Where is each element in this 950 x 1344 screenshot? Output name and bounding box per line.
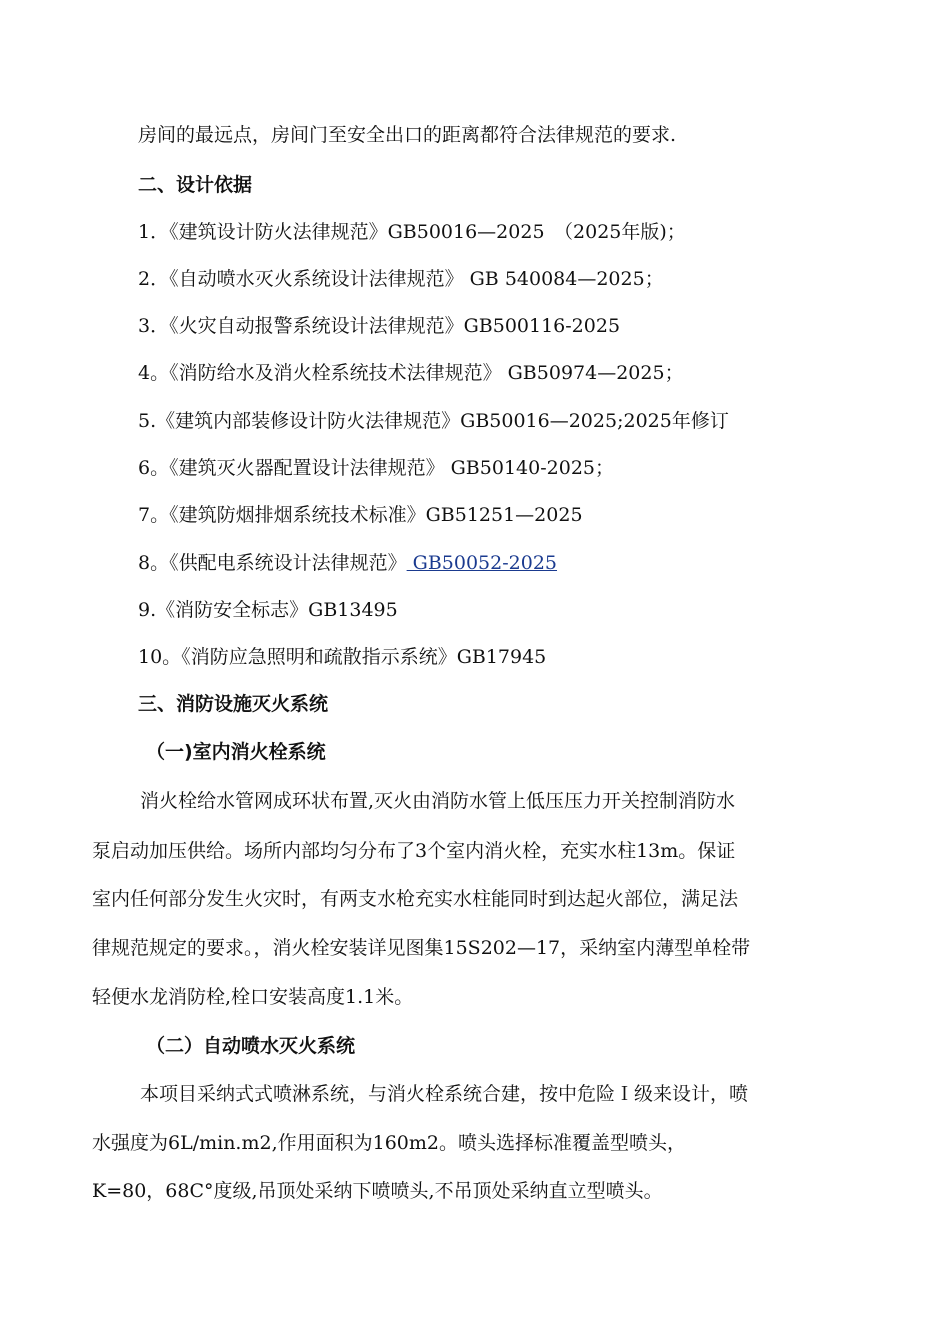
list-item [138,360,684,386]
paragraph-line: 消火栓给水管网成环状布置,灭火由消防水管上低压压力开关控制消防水 [140,790,736,812]
list-item [138,502,583,528]
list-item [138,219,686,245]
list-item-text: 《消防应急照明和疏散指示系统》GB17945 [181,646,547,668]
paragraph-line: 水强度为6L/min.m2,作用面积为160m2。喷头选择标准覆盖型喷头， [92,1132,686,1154]
list-item-number: 1． [138,221,170,243]
list-item [138,597,398,623]
paragraph-line: K=80，68C°度级,吊顶处采纳下喷喷头,不吊顶处采纳直立型喷头。 [92,1180,663,1202]
list-item [138,644,546,670]
list-item [138,550,557,576]
paragraph-line: 律规范规定的要求。，消火栓安装详见图集15S202—17，采纳室内薄型单栓带 [92,937,751,959]
list-item-number: 8。 [138,552,170,574]
subsection-1-heading: （一)室内消火栓系统 [146,741,326,763]
section-2-heading: 二、设计依据 [138,174,253,196]
paragraph-line: 本项目采纳式式喷淋系统，与消火栓系统合建，按中危险Ｉ级来设计，喷 [140,1083,749,1105]
standard-link[interactable]: GB50052-2025 [406,552,558,574]
list-item-text: 《建筑防烟排烟系统技术标准》GB51251—2025 [169,504,583,526]
list-item-number: 9. [138,599,157,621]
list-item [138,408,729,434]
list-item [138,266,664,292]
list-item-number: 7。 [138,504,170,526]
list-item-text: 《火灾自动报警系统设计法律规范》GB500116-2025 [169,315,621,337]
list-item-text: 《建筑灭火器配置设计法律规范》 GB50140-2025； [169,457,614,479]
subsection-2-heading: （二）自动喷水灭火系统 [146,1035,356,1057]
list-item-text: 《自动喷水灭火系统设计法律规范》 GB 540084—2025； [169,268,664,290]
list-item [138,455,614,481]
list-item-number: 4。 [138,362,170,384]
list-item-text: 《供配电系统设计法律规范》 [169,552,407,574]
list-item-number: 6。 [138,457,170,479]
list-item-number: 3． [138,315,170,337]
list-item-text: 《消防给水及消火栓系统技术法律规范》 GB50974—2025； [169,362,684,384]
paragraph-line: 轻便水龙消防栓,栓口安装高度1.1米。 [92,986,414,1008]
intro-line: 房间的最远点，房间门至安全出口的距离都符合法律规范的要求. [138,124,677,146]
list-item-number: 2． [138,268,170,290]
list-item [138,313,620,339]
section-3-heading: 三、消防设施灭火系统 [138,693,329,715]
paragraph-line: 泵启动加压供给。场所内部均匀分布了3个室内消火栓，充实水柱13m。保证 [92,840,736,862]
list-item-number: 5. [138,410,157,432]
list-item-text: 《消防安全标志》GB13495 [156,599,398,621]
list-item-text: 《建筑设计防火法律规范》GB50016—2025 （2025年版)； [169,221,686,243]
paragraph-line: 室内任何部分发生火灾时，有两支水枪充实水柱能同时到达起火部位，满足法 [92,888,739,910]
list-item-text: 《建筑内部装修设计防火法律规范》GB50016—2025;2025年修订 [156,410,729,432]
list-item-number: 10。 [138,646,182,668]
